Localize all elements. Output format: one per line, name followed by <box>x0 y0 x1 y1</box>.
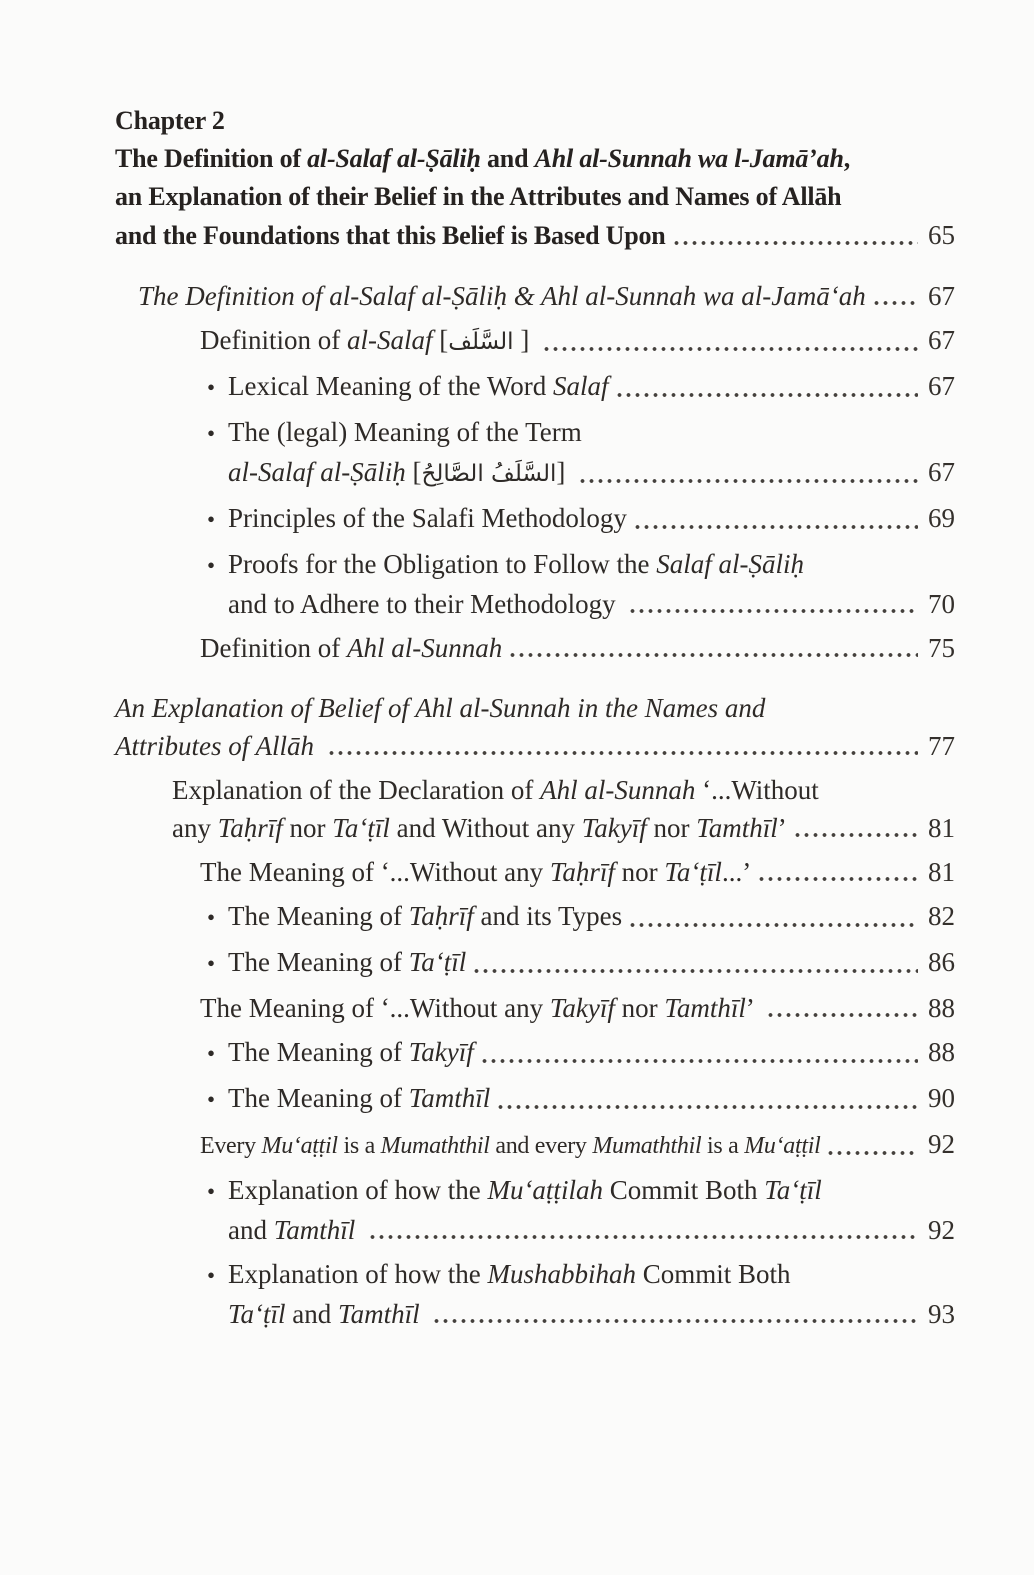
text-segment: Taḥrīf <box>549 857 615 887</box>
text-segment: and to Adhere to their Methodology <box>228 589 623 619</box>
text-segment: The Meaning of <box>228 1037 409 1067</box>
page-number: 65 <box>928 220 955 250</box>
dot-leader <box>874 300 918 306</box>
dot-leader <box>580 478 918 484</box>
page-number: 82 <box>928 901 955 931</box>
text-segment: an Explanation of their Belief in the Attributes and Names of Allāh <box>115 182 842 211</box>
toc-entry-text <box>115 142 850 176</box>
toc-entry-text <box>228 369 609 403</box>
chapter-title-line-3 <box>115 218 955 253</box>
dot-leader <box>498 1104 918 1110</box>
page-number: 67 <box>928 457 955 487</box>
text-segment: al-Salaf al-Ṣāliḥ <box>228 457 406 487</box>
toc-meaning-tahrif-tatil <box>115 855 955 889</box>
toc-entry-text <box>115 104 225 138</box>
toc-entry-text <box>228 587 622 621</box>
text-segment: Takyīf <box>549 993 615 1023</box>
text-segment: Mumaththil <box>592 1133 702 1159</box>
text-segment: Ta‘ṭīl <box>408 947 467 977</box>
toc-entry-text <box>228 1081 490 1115</box>
arabic-term: السَّلَف <box>448 329 514 355</box>
text-segment: Salaf <box>552 371 609 401</box>
bullet-marker-icon: • <box>207 1087 216 1112</box>
dot-leader <box>510 652 918 658</box>
text-segment: is a <box>337 1133 381 1159</box>
toc-declaration-line-2 <box>115 811 955 845</box>
toc-entry-text <box>200 631 502 665</box>
text-segment: ] <box>556 457 573 487</box>
text-segment: ] <box>513 325 537 355</box>
page-number: 88 <box>928 1037 955 1067</box>
text-segment: Attributes of Allāh <box>115 731 321 761</box>
text-segment: Principles of the Salafi Methodology <box>228 503 627 533</box>
bullet-marker-icon: • <box>207 905 216 930</box>
text-segment: al-Salaf al-Ṣāliḥ <box>307 144 481 173</box>
page-number: 81 <box>928 813 955 843</box>
dot-leader <box>759 876 918 882</box>
toc-explanation-muattilah-line-1 <box>115 1173 955 1209</box>
toc-heading-explanation-line-2 <box>115 729 955 763</box>
text-segment: nor <box>614 857 665 887</box>
toc-heading-definition-salaf <box>115 279 955 313</box>
text-segment: Commit Both <box>635 1259 791 1289</box>
dot-leader <box>828 1150 918 1156</box>
chapter-title-line-1 <box>115 142 955 176</box>
dot-leader <box>674 240 918 246</box>
page-number: 75 <box>928 633 955 663</box>
text-segment: Taḥrīf <box>217 813 283 843</box>
text-segment: Mushabbihah <box>487 1259 636 1289</box>
page-number: 69 <box>928 503 955 533</box>
text-segment: Proofs for the Obligation to Follow the <box>228 549 657 579</box>
text-segment: An Explanation of Belief of Ahl al-Sunnah in the Names and <box>115 693 766 723</box>
dot-leader <box>482 1058 918 1064</box>
toc-lexical-meaning-salaf <box>115 369 955 405</box>
text-segment: Explanation of the Declaration of <box>172 775 541 805</box>
text-segment: ’ <box>745 993 760 1023</box>
page-number: 86 <box>928 947 955 977</box>
bullet-marker-icon: • <box>207 421 216 446</box>
bullet-marker-icon: • <box>207 375 216 400</box>
dot-leader <box>635 524 918 530</box>
text-segment: , <box>843 144 851 173</box>
text-segment: and <box>285 1299 339 1329</box>
text-segment: is a <box>701 1133 745 1159</box>
text-segment: The Meaning of <box>228 1083 409 1113</box>
bullet-marker-icon: • <box>207 1263 216 1288</box>
chapter-title-line-2 <box>115 180 955 214</box>
text-segment: Chapter 2 <box>115 106 225 135</box>
text-segment: The Definition of al-Salaf al-Ṣāliḥ & Ahl al-Sunnah wa al-Jamā‘ah <box>138 281 866 311</box>
text-segment: [ <box>405 457 422 487</box>
text-segment: Mu‘aṭṭil <box>744 1133 821 1159</box>
text-segment: Ta‘ṭīl <box>332 813 390 843</box>
text-segment: nor <box>282 813 333 843</box>
bullet-marker-icon: • <box>207 1179 216 1204</box>
text-segment: Tamthīl <box>408 1083 491 1113</box>
page-number: 70 <box>928 589 955 619</box>
text-segment: and <box>228 1215 274 1245</box>
page-number: 90 <box>928 1083 955 1113</box>
text-segment: The Meaning of <box>228 901 409 931</box>
text-segment: and Without any <box>389 813 582 843</box>
toc-entry-text <box>228 501 627 535</box>
dot-leader <box>434 1318 918 1324</box>
text-segment: and <box>480 144 535 173</box>
dot-leader <box>630 922 918 928</box>
toc-entry-text <box>172 773 819 807</box>
toc-entry-text <box>228 899 622 933</box>
text-segment: Ta‘ṭīl <box>764 1175 822 1205</box>
dot-leader <box>795 832 918 838</box>
text-segment: Lexical Meaning of the Word <box>228 371 553 401</box>
arabic-term: السَّلَفُ الصَّالِحُ <box>421 461 557 487</box>
dot-leader <box>544 346 918 352</box>
text-segment: ...’ <box>721 857 752 887</box>
text-segment: nor <box>646 813 697 843</box>
text-segment: The Meaning of ‘...Without any <box>200 993 550 1023</box>
toc-entry-text <box>228 1297 426 1331</box>
bullet-marker-icon: • <box>207 1041 216 1066</box>
text-segment: ‘...Without <box>695 775 819 805</box>
toc-explanation-mushabbihah-line-1 <box>115 1257 955 1293</box>
toc-entry-text <box>228 547 804 581</box>
text-segment: Tamthīl <box>273 1215 356 1245</box>
text-segment: The Definition of <box>115 144 308 173</box>
page-number: 92 <box>928 1215 955 1245</box>
page-number: 93 <box>928 1299 955 1329</box>
toc-every-muattil <box>115 1127 955 1163</box>
toc-entry-text <box>228 1213 362 1247</box>
toc-legal-meaning-line-2 <box>115 455 955 491</box>
text-segment: any <box>172 813 218 843</box>
page-number: 81 <box>928 857 955 887</box>
toc-entry-text <box>115 219 666 253</box>
text-segment: and every <box>489 1133 593 1159</box>
dot-leader <box>617 392 919 398</box>
toc-definition-ahl-al-sunnah <box>115 631 955 665</box>
dot-leader <box>630 608 918 614</box>
text-segment: nor <box>614 993 665 1023</box>
toc-meaning-tamthil <box>115 1081 955 1117</box>
page-number: 67 <box>928 325 955 355</box>
toc-entry-text <box>115 691 765 725</box>
toc-entry-text <box>172 811 787 845</box>
bullet-marker-icon: • <box>207 507 216 532</box>
toc-proofs-obligation-line-1 <box>115 547 955 583</box>
text-segment: Explanation of how the <box>228 1175 488 1205</box>
text-segment: Ahl al-Sunnah <box>540 775 696 805</box>
dot-leader <box>329 750 918 756</box>
text-segment: and its Types <box>473 901 623 931</box>
text-segment: Every <box>200 1133 262 1159</box>
dot-leader <box>474 968 918 974</box>
text-segment: [ <box>432 325 449 355</box>
toc-declaration-line-1 <box>115 773 955 807</box>
text-segment: Tamthīl <box>664 993 746 1023</box>
text-segment: Salaf al-Ṣāliḥ <box>656 549 804 579</box>
dot-leader <box>370 1234 918 1240</box>
text-segment: Mu‘aṭṭil <box>261 1133 338 1159</box>
text-segment: Definition of <box>200 633 347 663</box>
toc-proofs-obligation-line-2 <box>115 587 955 621</box>
page-number: 88 <box>928 993 955 1023</box>
toc-entry-text <box>200 855 751 889</box>
text-segment: Ta‘ṭīl <box>228 1299 286 1329</box>
toc-meaning-tatil <box>115 945 955 981</box>
toc-entry-text <box>200 991 760 1025</box>
text-segment: Ta‘ṭīl <box>664 857 722 887</box>
text-segment: Ahl al-Sunnah wa l-Jamā’ah <box>534 144 844 173</box>
text-segment: Taḥrīf <box>408 901 474 931</box>
text-segment: The Meaning of <box>228 947 409 977</box>
text-segment: The (legal) Meaning of the Term <box>228 417 582 447</box>
toc-entry-text <box>228 945 466 979</box>
toc-entry-text <box>200 1129 820 1163</box>
toc-explanation-mushabbihah-line-2 <box>115 1297 955 1331</box>
text-segment: Mumaththil <box>380 1133 490 1159</box>
toc-entry-text <box>200 323 536 359</box>
toc-entry-text <box>115 180 841 214</box>
toc-meaning-tahrif-types <box>115 899 955 935</box>
text-segment: Definition of <box>200 325 347 355</box>
page-number: 67 <box>928 371 955 401</box>
dot-leader <box>768 1012 918 1018</box>
text-segment <box>355 1215 362 1245</box>
text-segment: ’ <box>777 813 787 843</box>
toc-legal-meaning-line-1 <box>115 415 955 451</box>
bullet-marker-icon: • <box>207 553 216 578</box>
toc-entry-text <box>228 1173 822 1207</box>
toc-definition-of-al-salaf <box>115 323 955 359</box>
toc-entry-text <box>228 1257 790 1291</box>
page-number: 67 <box>928 281 955 311</box>
page-number: 92 <box>928 1129 955 1159</box>
toc-meaning-takyif-tamthil <box>115 991 955 1025</box>
bullet-marker-icon: • <box>207 951 216 976</box>
page-number: 77 <box>928 731 955 761</box>
text-segment: Mu‘aṭṭilah <box>487 1175 603 1205</box>
chapter-number <box>115 104 955 138</box>
toc-explanation-muattilah-line-2 <box>115 1213 955 1247</box>
toc-meaning-takyif <box>115 1035 955 1071</box>
toc-list <box>115 104 955 1331</box>
toc-entry-text <box>228 415 582 449</box>
text-segment: Takyīf <box>408 1037 474 1067</box>
toc-entry-text <box>115 729 321 763</box>
toc-heading-explanation-line-1 <box>115 691 955 725</box>
text-segment: Tamthīl <box>338 1299 420 1329</box>
text-segment: Ahl al-Sunnah <box>346 633 503 663</box>
text-segment: The Meaning of ‘...Without any <box>200 857 550 887</box>
text-segment: and the Foundations that this Belief is Based Upon <box>115 221 666 250</box>
toc-entry-text <box>228 1035 474 1069</box>
text-segment: al-Salaf <box>346 325 433 355</box>
toc-principles-salafi-methodology <box>115 501 955 537</box>
text-segment: Tamthīl <box>696 813 778 843</box>
text-segment: Takyīf <box>581 813 647 843</box>
text-segment <box>420 1299 427 1329</box>
toc-entry-text <box>228 455 572 491</box>
toc-entry-text <box>138 279 866 313</box>
text-segment: Explanation of how the <box>228 1259 488 1289</box>
text-segment: Commit Both <box>602 1175 765 1205</box>
